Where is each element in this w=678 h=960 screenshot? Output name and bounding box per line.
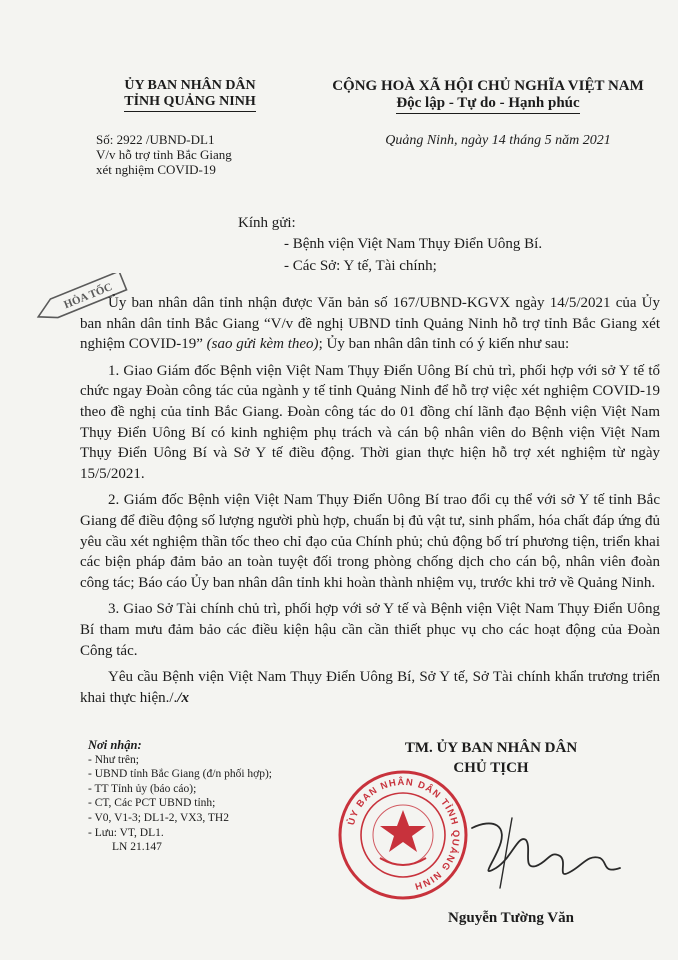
national-header [318,78,658,114]
recipients-title: Nơi nhận: [88,738,142,752]
document-date: Quảng Ninh, ngày 14 tháng 5 năm 2021 [385,133,611,148]
letter-body [80,293,660,708]
issuer-line1: ỦY BAN NHÂN DÂN [124,78,256,93]
item-2: 2. Giám đốc Bệnh viện Việt Nam Thụy Điển Uông Bí trao đổi cụ thể với sở Y tế tỉnh Bắc Giang để điều động số lượng người phù hợp, chuẩn bị đủ vật tư, sinh phẩm, hóa chất đáp ứng đủ yêu cầu xét nghiệm thần tốc theo chỉ đạo của Chính phủ; chủ động bố trí phương tiện, triển khai các biện pháp đảm bảo an toàn tuyệt đối trong phòng chống dịch cho cán bộ, nhân viên đoàn công tác; Báo cáo Ủy ban nhân dân tỉnh khi hoàn thành nhiệm vụ, trước khi trở về Quảng Ninh. [80,492,660,591]
document-meta [96,132,316,177]
intro-paragraph: Ủy ban nhân dân tỉnh nhận được Văn bản số 167/UBND-KGVX ngày 14/5/2021 của Ủy ban nhân dân tỉnh Bắc Giang “V/v đề nghị UBND tỉnh Quảng Ninh hỗ trợ tỉnh Bắc Giang xét nghiệm COVID-19” (sao gửi kèm theo); Ủy ban nhân dân tỉnh có ý kiến như sau: [80,295,660,353]
recipients-item: - V0, V1-3; DL1-2, VX3, TH2 [88,811,229,824]
recipients-item: LN 21.147 [112,841,162,854]
seal-text: ỦY BAN NHÂN DÂN TỈNH QUẢNG NINH [345,776,462,892]
official-seal [336,768,470,902]
recipients-block [88,738,348,855]
item-1: 1. Giao Giám đốc Bệnh viện Việt Nam Thụy Điển Uông Bí chủ trì, phối hợp với sở Y tế tổ chức ngay Đoàn công tác của ngành y tế tỉnh Quảng Ninh để hỗ trợ việc xét nghiệm COVID-19 theo đề nghị của tỉnh Bắc Giang. Đoàn công tác do 01 đồng chí lãnh đạo Bệnh viện Việt Nam Thụy Điển Uông Bí có kinh nghiệm phụ trách và cán bộ nhân viên do Bệnh viện Việt Nam Thụy Điển Uông Bí và Sở Y tế điều động. Thời gian thực hiện hỗ trợ xét nghiệm từ ngày 15/5/2021. [80,362,660,482]
signature-title-1: TM. ỦY BAN NHÂN DÂN [404,740,578,756]
recipients-item: - Như trên; [88,753,139,766]
signature-title-2: CHỦ TỊCH [453,760,529,776]
item-3: 3. Giao Sở Tài chính chủ trì, phối hợp với sở Y tế và Bệnh viện Việt Nam Thụy Điển Uông Bí tham mưu đảm bảo các điều kiện hậu cần cần thiết phục vụ cho các hoạt động của Đoàn Công tác. [80,601,660,659]
issuer-line2: TỈNH QUẢNG NINH [124,94,255,112]
recipients-item: - Lưu: VT, DL1. [88,826,164,839]
document-number: Số: 2922 /UBND-DL1 [96,132,215,147]
signer-name: Nguyễn Tường Văn [448,910,574,926]
handwritten-signature [452,810,632,900]
recipient-to-1: - Bệnh viện Việt Nam Thụy Điển Uông Bí. [284,236,543,252]
closing-paragraph: Yêu cầu Bệnh viện Việt Nam Thụy Điển Uông Bí, Sở Y tế, Sở Tài chính khẩn trương triển khai thực hiện././x [80,669,660,706]
recipient-to-2: - Các Sở: Y tế, Tài chính; [284,258,437,274]
subject-line1: V/v hỗ trợ tỉnh Bắc Giang [96,147,232,162]
urgent-stamp-text: HỎA TỐC [62,281,114,312]
recipients-item: - UBND tỉnh Bắc Giang (đ/n phối hợp); [88,768,272,781]
recipients-item: - TT Tỉnh ủy (báo cáo); [88,782,197,795]
issuer-header [70,78,310,112]
salutation: Kính gửi: [238,215,296,231]
national-title: CỘNG HOÀ XÃ HỘI CHỦ NGHĨA VIỆT NAM [332,78,644,94]
recipients-item: - CT, Các PCT UBND tỉnh; [88,797,216,810]
seal-star-icon [380,810,426,852]
subject-line2: xét nghiệm COVID-19 [96,162,216,177]
national-motto: Độc lập - Tự do - Hạnh phúc [396,95,579,114]
